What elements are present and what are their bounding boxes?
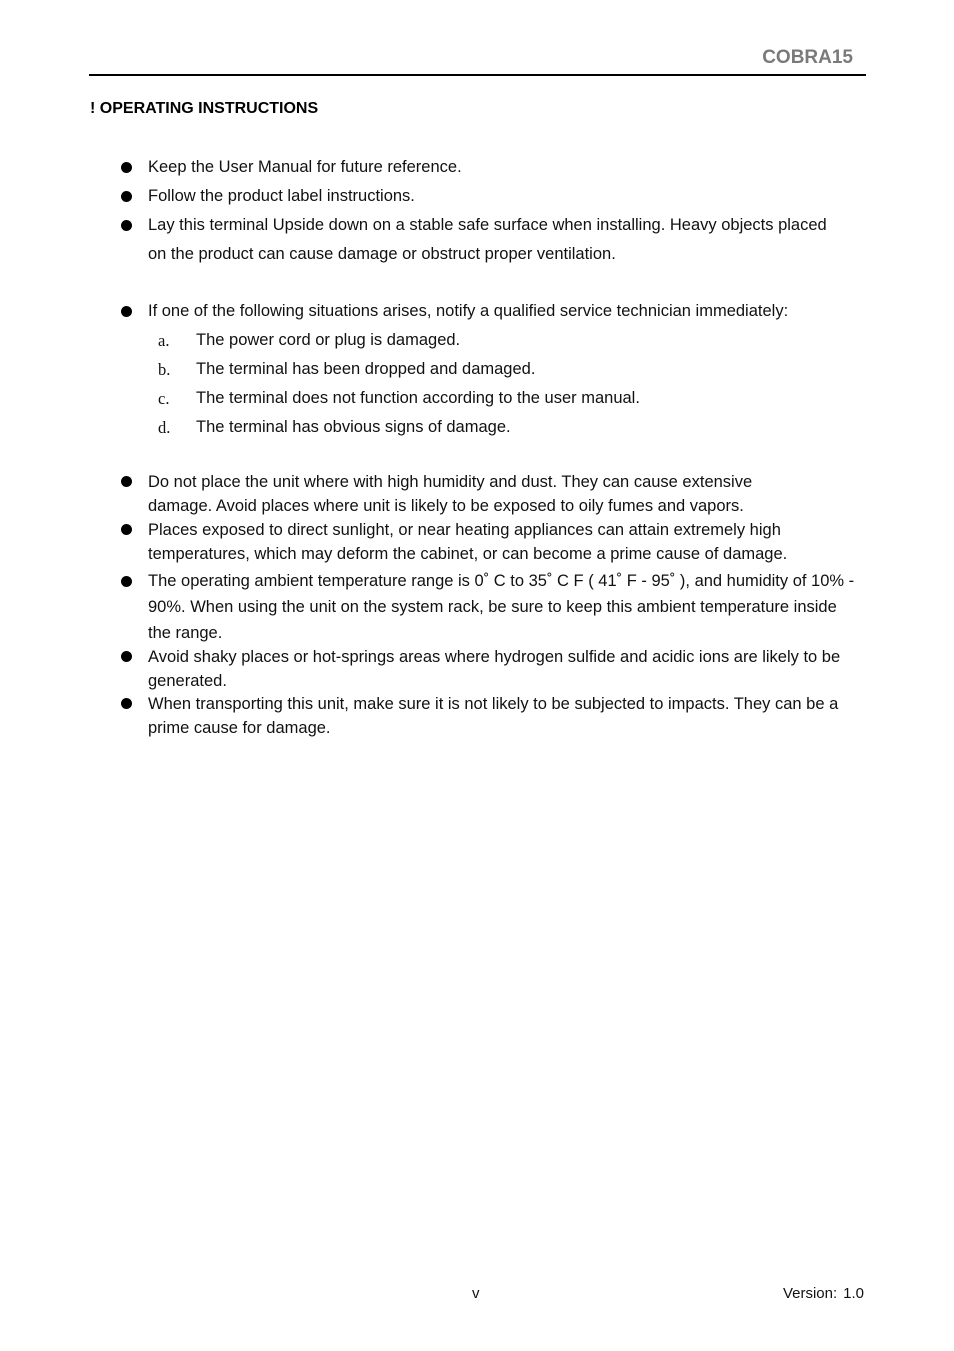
version-value: 1.0 bbox=[843, 1285, 864, 1302]
sub-item-text: The terminal has been dropped and damaged. bbox=[196, 360, 536, 378]
bullet-icon bbox=[121, 651, 132, 662]
version-info bbox=[783, 1285, 864, 1302]
list-item: When transporting this unit, make sure it is not likely to be subjected to impacts. They can be a prime cause for damage. bbox=[148, 695, 839, 737]
page-number: v bbox=[472, 1285, 480, 1302]
list-item: Follow the product label instructions. bbox=[148, 187, 415, 205]
section-title: ! OPERATING INSTRUCTIONS bbox=[90, 100, 319, 117]
list-item: Lay this terminal Upside down on a stable safe surface when installing. Heavy objects placed on the product can cause damage or obstruct proper ventilation. bbox=[148, 216, 827, 263]
sub-item-letter: b. bbox=[158, 360, 171, 379]
list-item: Do not place the unit where with high humidity and dust. They can cause extensive damage. Avoid places where unit is likely to be exposed to oily fumes and vapors. bbox=[148, 473, 753, 515]
list-item: Avoid shaky places or hot-springs areas where hydrogen sulfide and acidic ions are likely to be generated. bbox=[148, 648, 841, 690]
sub-item-text: The power cord or plug is damaged. bbox=[196, 331, 461, 349]
list-item: Keep the User Manual for future reference. bbox=[148, 158, 462, 176]
list-item: If one of the following situations arises, notify a qualified service technician immediately: bbox=[148, 302, 789, 320]
sub-item-letter: d. bbox=[158, 418, 171, 437]
sub-item-text: The terminal does not function according to the user manual. bbox=[196, 389, 640, 407]
header-divider bbox=[89, 74, 866, 76]
bullet-icon bbox=[121, 191, 132, 202]
bullet-icon bbox=[121, 306, 132, 317]
bullet-icon bbox=[121, 576, 132, 587]
list-item: The operating ambient temperature range is 0˚ C to 35˚ C F ( 41˚ F - 95˚ ), and humidity of 10% - 90%. When using the unit on the system rack, be sure to keep this ambient temperature inside the range. bbox=[148, 572, 855, 642]
bullet-icon bbox=[121, 162, 132, 173]
sub-item-letter: a. bbox=[158, 331, 170, 350]
bullet-icon bbox=[121, 698, 132, 709]
list-item: Places exposed to direct sunlight, or near heating appliances can attain extremely high temperatures, which may deform the cabinet, or can become a prime cause of damage. bbox=[148, 521, 788, 563]
version-label: Version: bbox=[782, 1285, 838, 1302]
document-header-title: COBRA15 bbox=[762, 47, 853, 68]
bullet-icon bbox=[121, 220, 132, 231]
bullet-icon bbox=[121, 476, 132, 487]
sub-item-letter: c. bbox=[158, 389, 170, 408]
sub-item-text: The terminal has obvious signs of damage. bbox=[196, 418, 511, 436]
bullet-icon bbox=[121, 524, 132, 535]
